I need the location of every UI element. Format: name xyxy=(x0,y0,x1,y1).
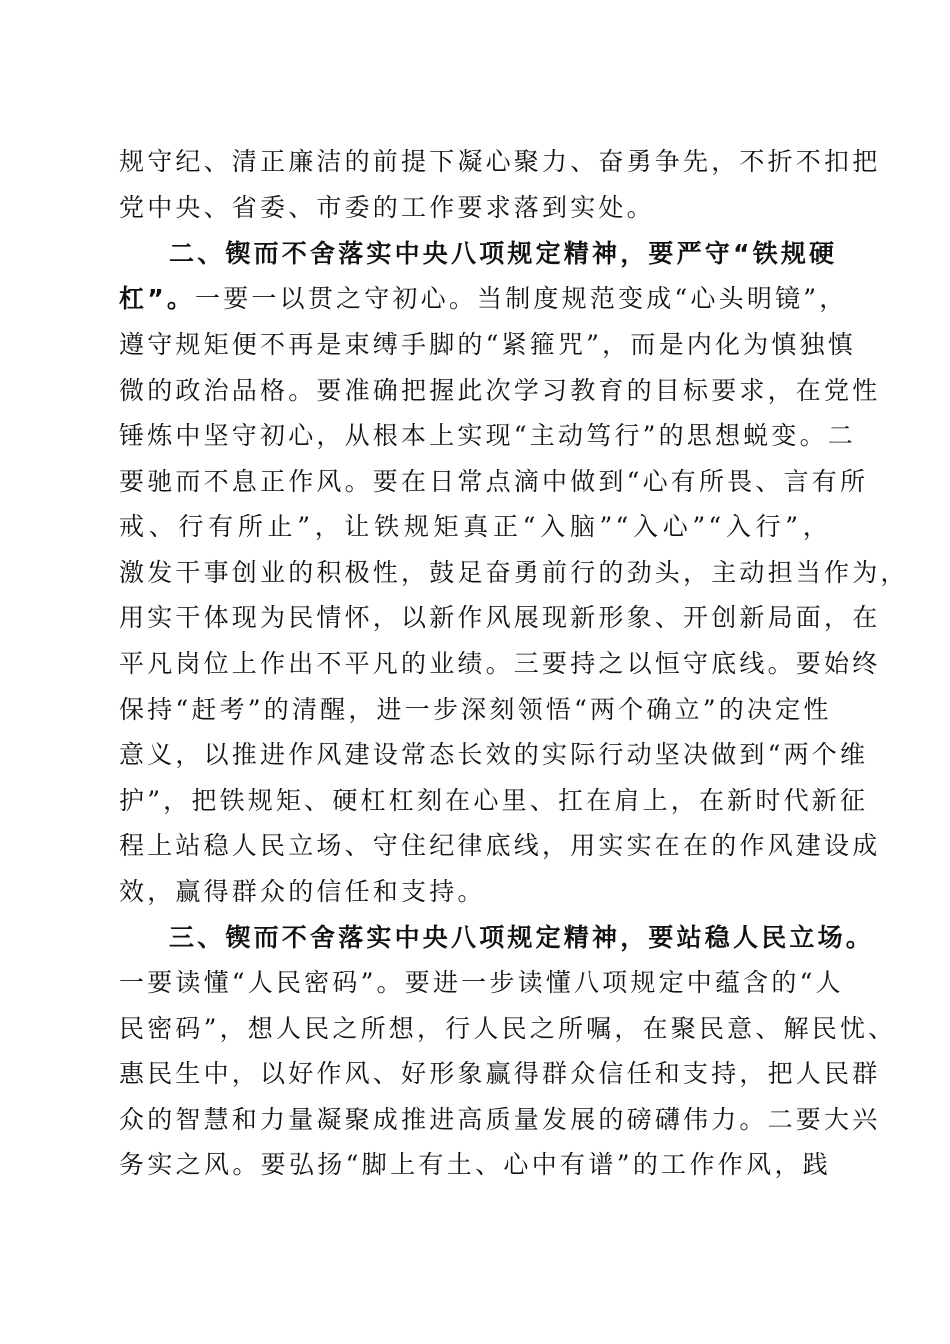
text-line-2: 党中央、省委、市委的工作要求落到实处。 xyxy=(119,193,655,222)
text-line-23: 务实之风。要弘扬“脚上有土、心中有谱”的工作作风，践 xyxy=(119,1150,831,1179)
text-line-7: 锤炼中坚守初心，从根本上实现“主动笃行”的思想蜕变。二 xyxy=(119,421,856,450)
section-heading-2: 二、锲而不舍落实中央八项规定精神，要严守“铁规硬 xyxy=(169,239,838,268)
text-line-15: 护”，把铁规矩、硬杠杠刻在心里、扛在肩上，在新时代新征 xyxy=(119,786,869,815)
section-heading-2-end: 杠”。 xyxy=(119,284,196,313)
text-line-9: 戒、行有所止”，让铁规矩真正“入脑”“入心”“入行”， xyxy=(119,512,831,541)
text-line-22: 众的智慧和力量凝聚成推进高质量发展的磅礴伟力。二要大兴 xyxy=(119,1105,881,1134)
text-line-16: 程上站稳人民立场、守住纪律底线，用实实在在的作风建设成 xyxy=(119,831,881,860)
text-line-13: 保持“赶考”的清醒，进一步深刻领悟“两个确立”的决定性 xyxy=(119,695,832,724)
text-line-10: 激发干事创业的积极性，鼓足奋勇前行的劲头，主动担当作为， xyxy=(119,558,909,587)
section-heading-3: 三、锲而不舍落实中央八项规定精神，要站稳人民立场。 xyxy=(169,923,875,952)
text-line-1: 规守纪、清正廉洁的前提下凝心聚力、奋勇争先，不折不扣把 xyxy=(119,147,881,176)
text-line-5: 遵守规矩便不再是束缚手脚的“紧箍咒”，而是内化为慎独慎 xyxy=(119,330,856,359)
text-line-19: 一要读懂“人民密码”。要进一步读懂八项规定中蕴含的“人 xyxy=(119,968,844,997)
text-line-4 xyxy=(119,279,847,319)
text-line-11: 用实干体现为民情怀，以新作风展现新形象、开创新局面，在 xyxy=(119,603,881,632)
text-line-4-body: 一要一以贯之守初心。当制度规范变成“心头明镜”， xyxy=(195,284,848,313)
text-line-6: 微的政治品格。要准确把握此次学习教育的目标要求，在党性 xyxy=(119,376,881,405)
text-line-20: 民密码”，想人民之所想，行人民之所嘱，在聚民意、解民忧、 xyxy=(119,1014,897,1043)
text-line-12: 平凡岗位上作出不平凡的业绩。三要持之以恒守底线。要始终 xyxy=(119,649,881,678)
text-line-8: 要驰而不息正作风。要在日常点滴中做到“心有所畏、言有所 xyxy=(119,467,869,496)
text-line-21: 惠民生中，以好作风、好形象赢得群众信任和支持，把人民群 xyxy=(119,1059,881,1088)
text-line-17: 效，赢得群众的信任和支持。 xyxy=(119,877,486,906)
text-line-14: 意义，以推进作风建设常态长效的实际行动坚决做到“两个维 xyxy=(119,740,869,769)
